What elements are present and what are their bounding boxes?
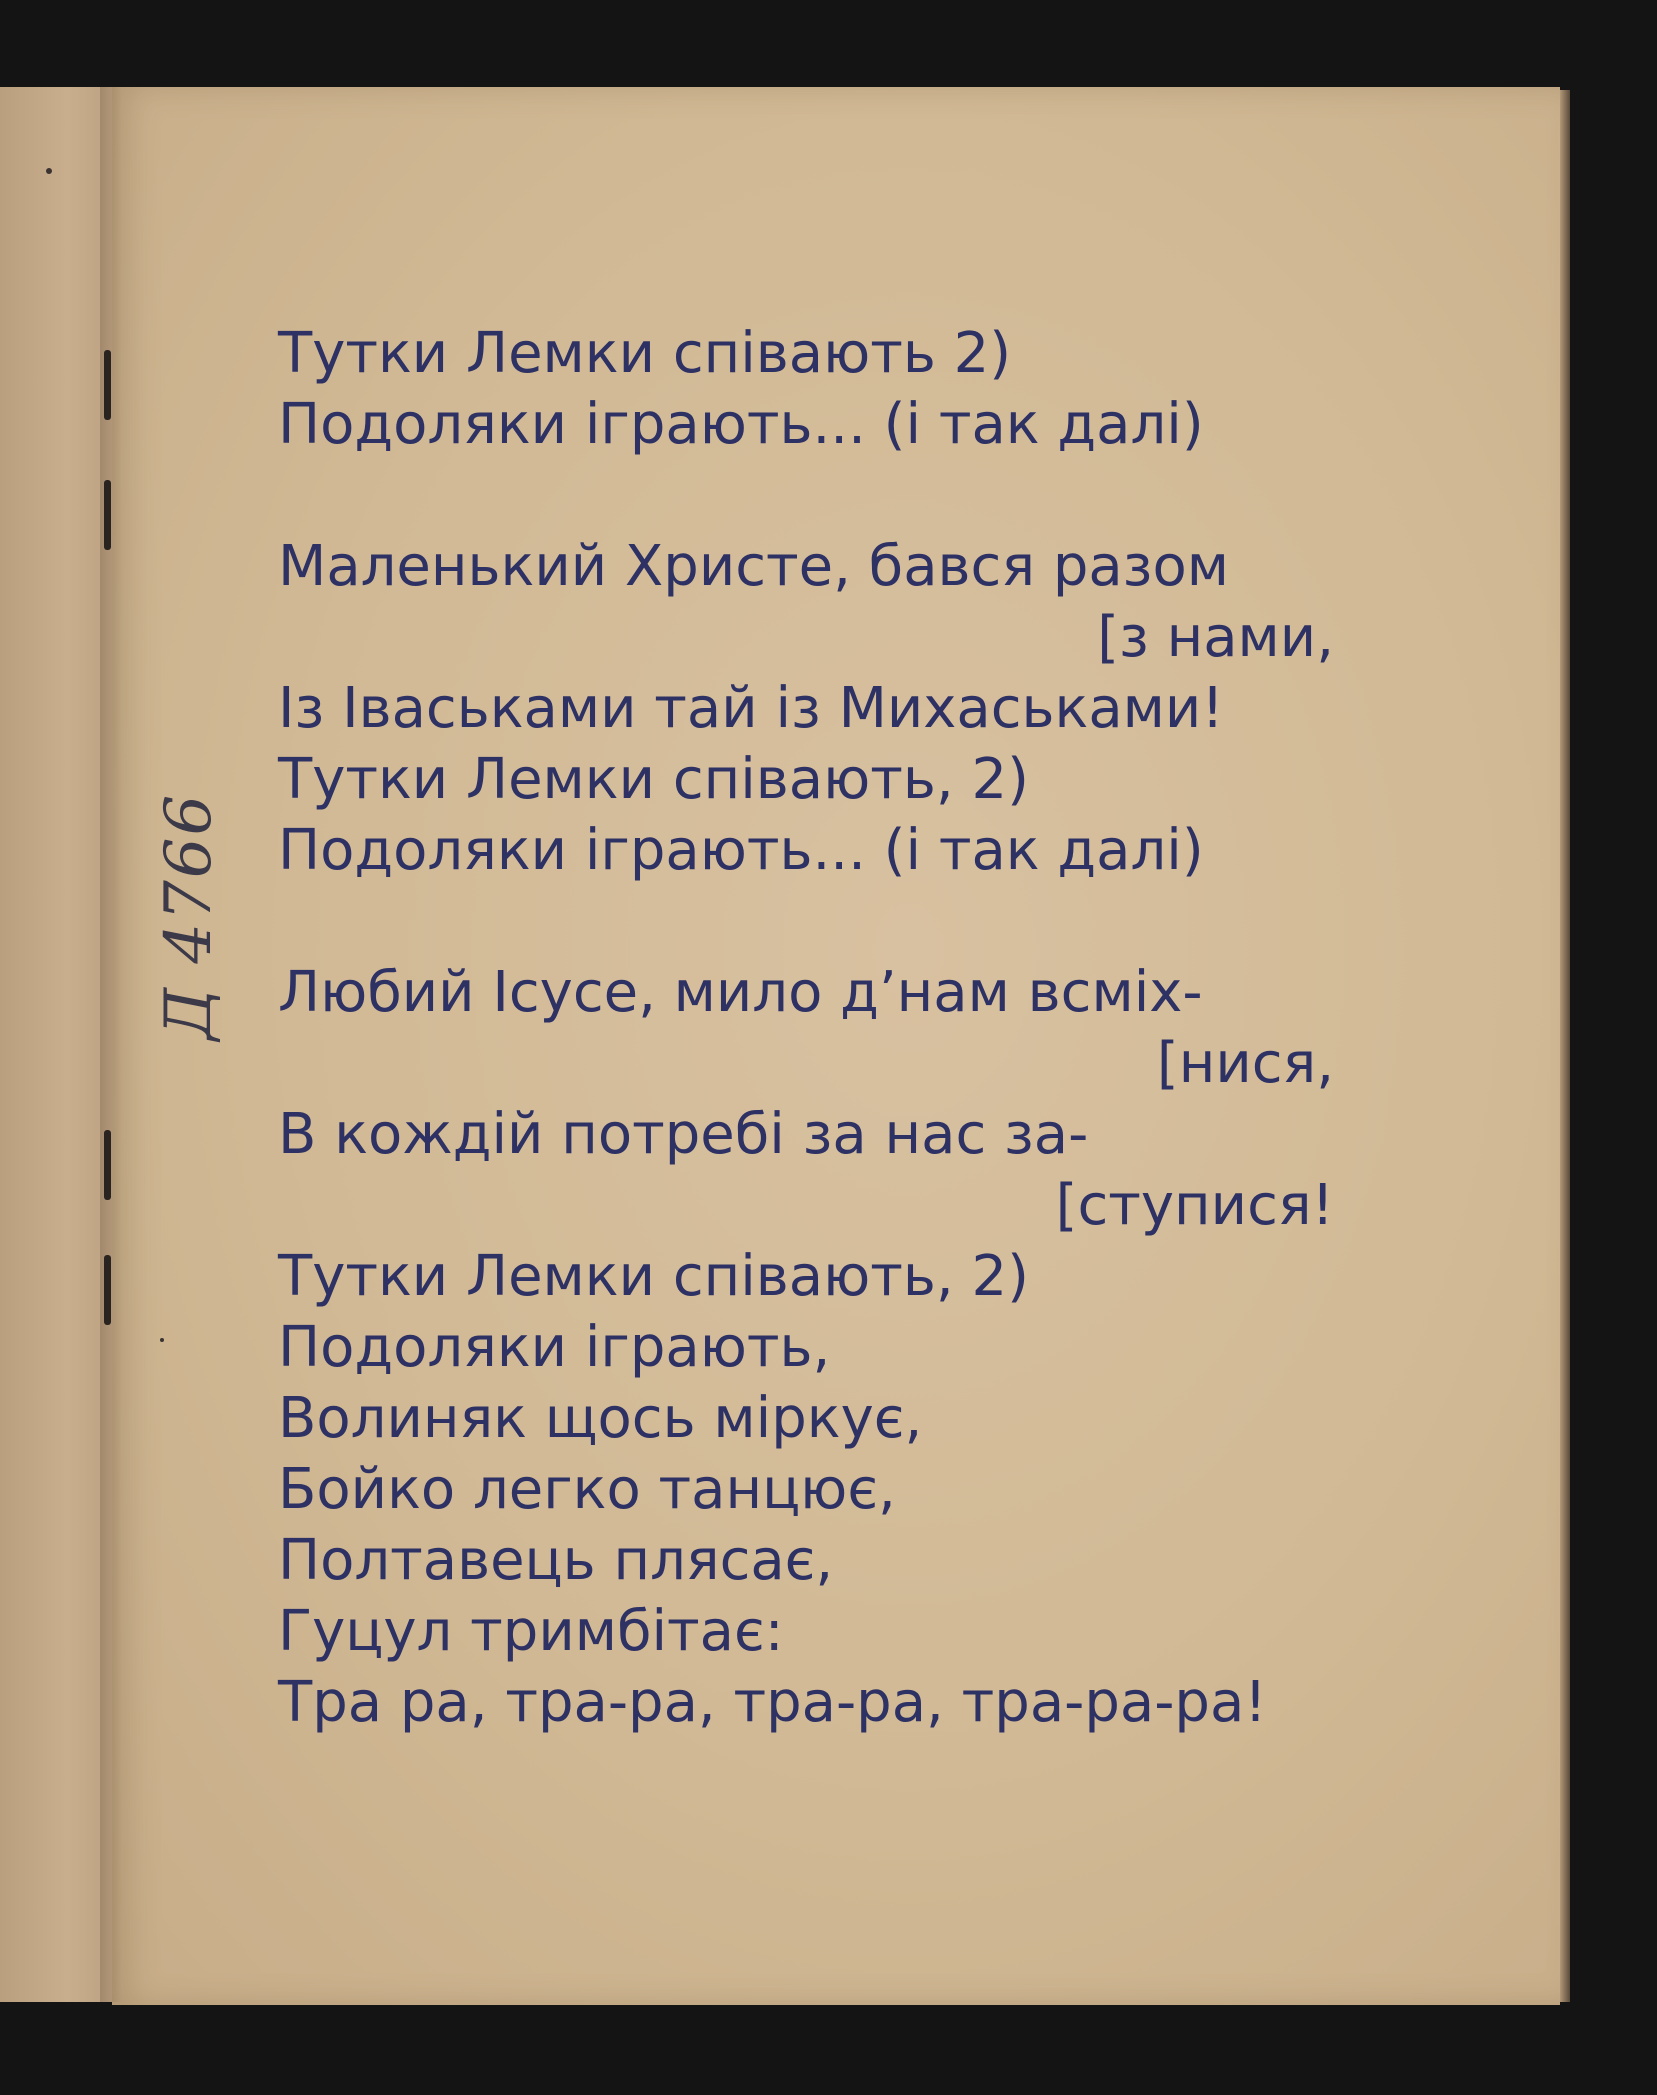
- paper-speck: [160, 1338, 164, 1342]
- verse-line: Тра ра, тра-ра, тра-ра, тра-ра-ра!: [278, 1670, 1267, 1735]
- verse-line: Бойко легко танцює,: [278, 1457, 896, 1522]
- binding-stitch: [104, 480, 111, 550]
- verse-line: Подоляки іграють,: [278, 1315, 831, 1380]
- stanza-gap: [278, 886, 1358, 957]
- stanza-gap: [278, 460, 1358, 531]
- verse-line: Волиняк щось міркує,: [278, 1386, 923, 1451]
- paper-speck: [46, 168, 52, 174]
- verse-line: Любий Ісусе, мило д’нам всміх-: [278, 960, 1203, 1025]
- verse-line: Гуцул тримбітає:: [278, 1599, 784, 1664]
- binding-stitch: [104, 350, 111, 420]
- stanza: [278, 318, 1358, 460]
- page-right-edge: [1560, 90, 1570, 2002]
- verse-line: Подоляки іграють... (і так далі): [278, 392, 1204, 457]
- verse-line: В кождій потребі за нас за-: [278, 1102, 1089, 1167]
- stanza: [278, 957, 1358, 1738]
- verse-line: Тутки Лемки співають, 2): [278, 747, 1029, 812]
- binding-stitch: [104, 1255, 111, 1325]
- verse-line-continuation: [нися,: [1156, 1031, 1334, 1096]
- verse-line-continuation: [з нами,: [1097, 605, 1334, 670]
- handwritten-catalog-number: Д 4766: [152, 792, 226, 1040]
- verse-line: Маленький Христе, бався разом: [278, 534, 1229, 599]
- verse-line: Тутки Лемки співають, 2): [278, 1244, 1029, 1309]
- binding-stitch: [104, 1130, 111, 1200]
- verse-line: Полтавець плясає,: [278, 1528, 834, 1593]
- verse-line-continuation: [ступися!: [1055, 1173, 1334, 1238]
- left-page-edge: [0, 87, 112, 2002]
- stanza: [278, 531, 1358, 886]
- verse-line: Подоляки іграють... (і так далі): [278, 818, 1204, 883]
- song-text: [278, 318, 1358, 1738]
- verse-line: Тутки Лемки співають 2): [278, 321, 1012, 386]
- verse-line: Із Іваськами тай із Михаськами!: [278, 676, 1224, 741]
